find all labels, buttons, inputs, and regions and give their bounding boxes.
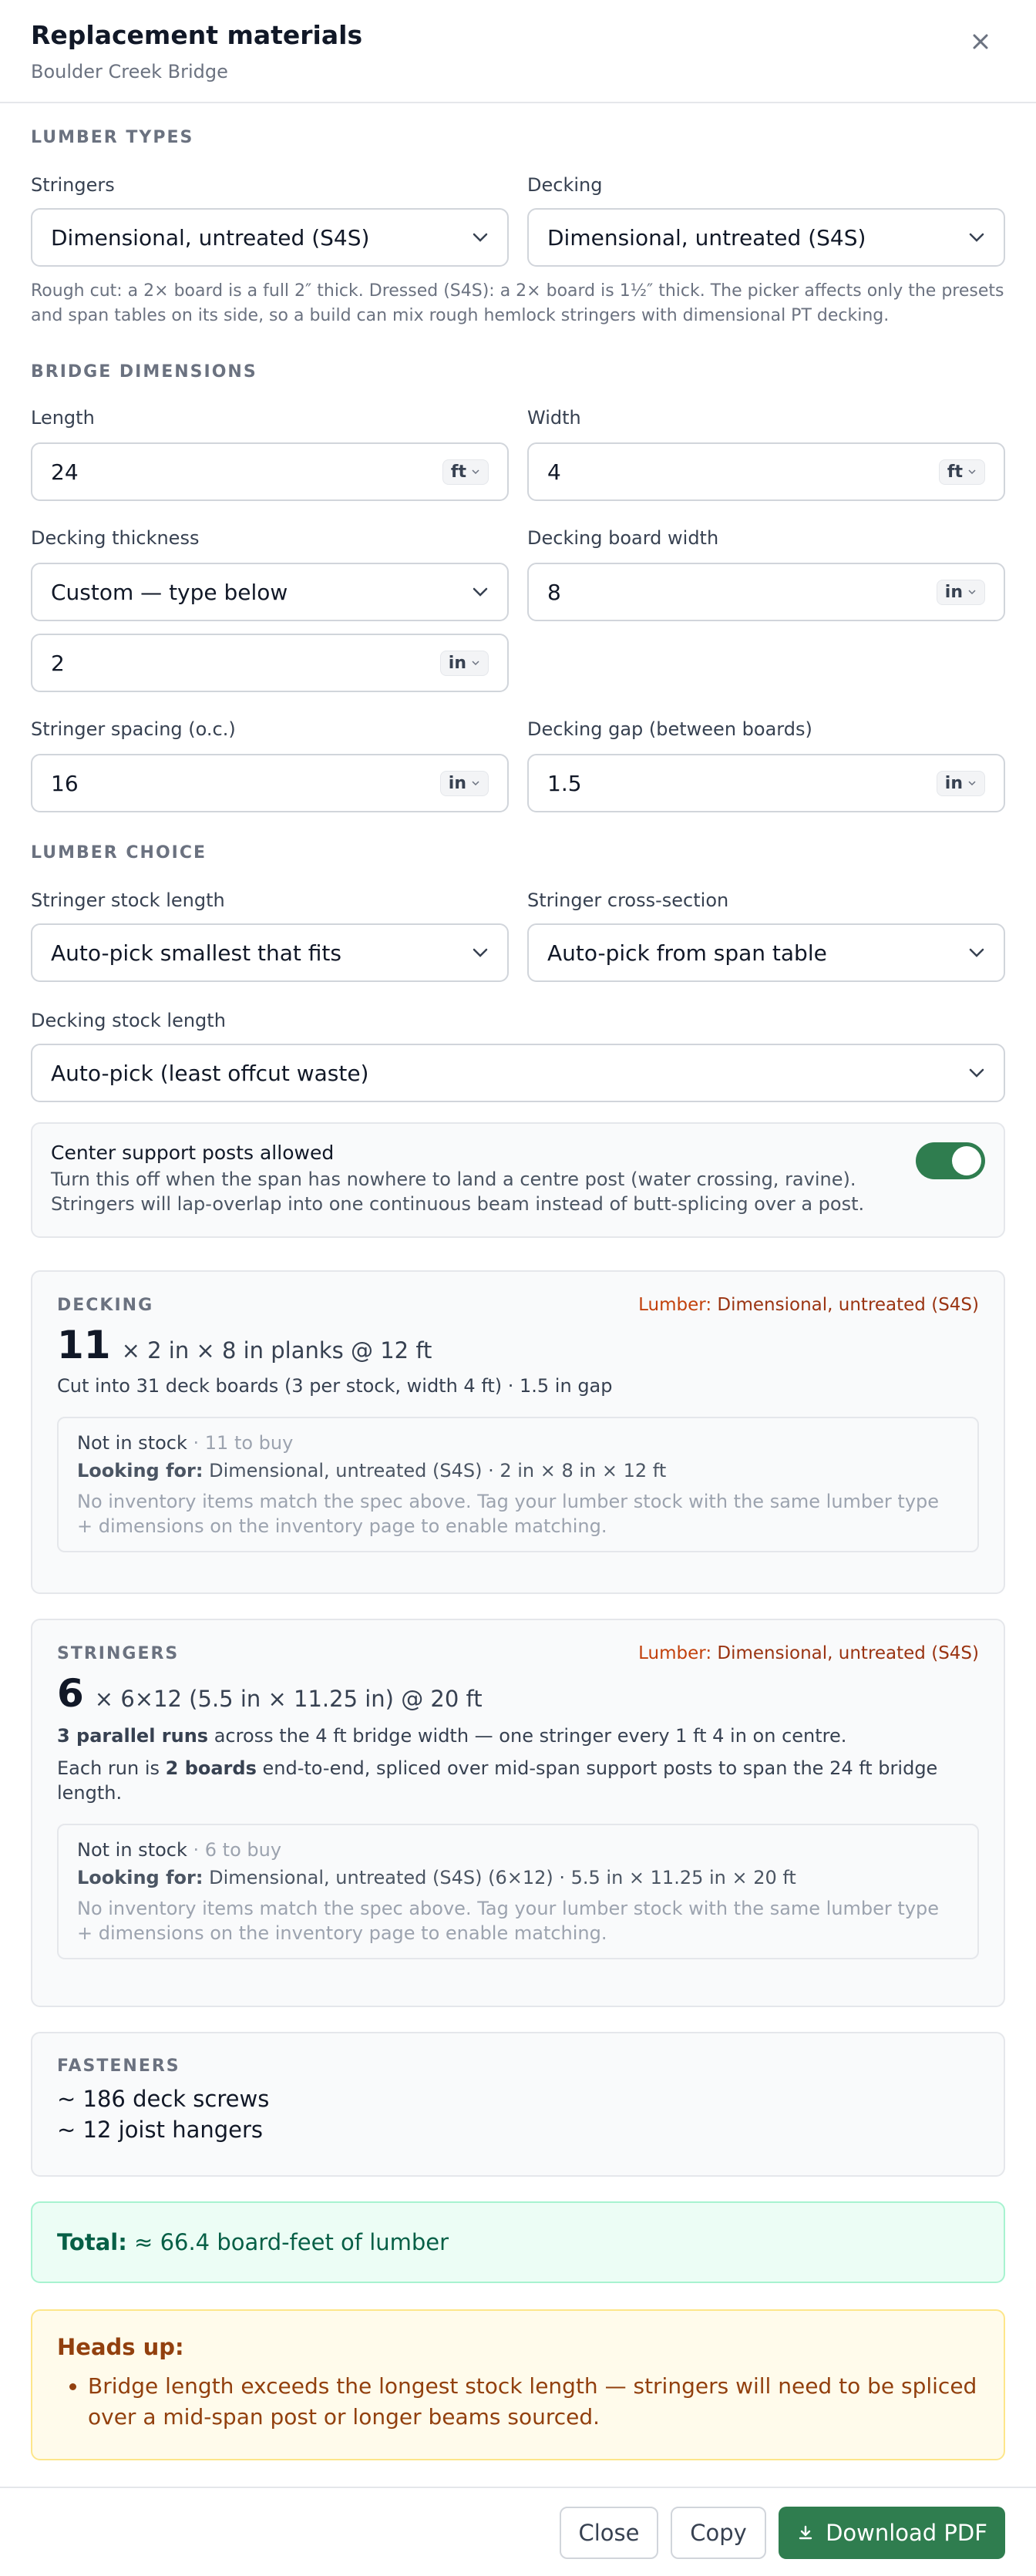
chevron-down-icon <box>968 232 985 243</box>
width-label: Width <box>527 407 581 429</box>
stringer-cross-section-select[interactable] <box>527 923 1005 982</box>
decking-stock-buy: · 11 to buy <box>193 1432 294 1454</box>
heads-up-banner <box>31 2309 1005 2460</box>
stringers-spec: × 6×12 (5.5 in × 11.25 in) @ 20 ft <box>94 1686 483 1712</box>
decking-thickness-select[interactable] <box>31 563 509 621</box>
total-label: Total: <box>57 2229 127 2255</box>
stringers-type-select[interactable] <box>31 208 509 267</box>
decking-thickness-unit-select[interactable] <box>440 651 489 676</box>
looking-for-label: Looking for: <box>77 1460 204 1481</box>
decking-type-select[interactable] <box>527 208 1005 267</box>
length-unit-select[interactable] <box>442 459 489 485</box>
width-unit-select[interactable] <box>939 459 985 485</box>
decking-no-match-note: No inventory items match the spec above. Tag your lumber stock with the same lumber type + dimensions on the inventory page to enable matching. <box>77 1491 940 1537</box>
stringer-stock-length-label: Stringer stock length <box>31 889 225 911</box>
close-button[interactable]: Close <box>560 2507 658 2559</box>
chevron-down-icon <box>472 947 489 958</box>
stringer-spacing-label: Stringer spacing (o.c.) <box>31 718 236 740</box>
dialog-footer <box>0 2487 1036 2576</box>
decking-card-label: DECKING <box>57 1295 154 1315</box>
dialog-subtitle: Boulder Creek Bridge <box>31 61 228 82</box>
decking-type-label: Decking <box>527 174 603 196</box>
decking-stock-status: Not in stock <box>77 1432 187 1454</box>
lumber-prefix: Lumber: <box>638 1643 712 1663</box>
stringer-stock-length-select[interactable] <box>31 923 509 982</box>
stringer-spacing-value: 16 <box>51 770 79 796</box>
chevron-down-icon <box>967 589 977 595</box>
fasteners-label: FASTENERS <box>57 2056 180 2076</box>
center-support-title: Center support posts allowed <box>51 1142 335 1164</box>
lumber-prefix: Lumber: <box>638 1295 712 1315</box>
total-value: ≈ 66.4 board-feet of lumber <box>134 2229 449 2255</box>
unit-label: in <box>448 773 466 793</box>
decking-stock-length-value: Auto-pick (least offcut waste) <box>51 1060 369 1086</box>
stringers-inventory-box <box>57 1824 979 1959</box>
decking-card-lumber <box>638 1295 979 1315</box>
decking-thickness-value: Custom — type below <box>51 579 288 605</box>
decking-gap-input[interactable] <box>527 754 1005 812</box>
close-icon[interactable] <box>965 26 996 57</box>
download-pdf-label: Download PDF <box>826 2520 987 2546</box>
unit-label: in <box>944 582 963 602</box>
stringer-cross-section-label: Stringer cross-section <box>527 889 729 911</box>
stringer-spacing-input[interactable] <box>31 754 509 812</box>
each-run-prefix: Each run is <box>57 1757 160 1779</box>
stringers-stock-buy: · 6 to buy <box>193 1839 282 1861</box>
chevron-down-icon <box>471 780 480 786</box>
decking-board-width-label: Decking board width <box>527 527 719 549</box>
decking-inventory-box <box>57 1417 979 1552</box>
stringers-card-lumber <box>638 1643 979 1663</box>
decking-thickness-custom-value: 2 <box>51 650 65 676</box>
unit-label: ft <box>947 462 963 482</box>
lumber-type-note: Rough cut: a 2× board is a full 2″ thick. Dressed (S4S): a 2× board is 1½″ thick. The picker affects only the presets and span tables on its side, so a build can mix rough hemlock stringers with dimensional PT decking. <box>31 281 1004 325</box>
length-value: 24 <box>51 459 79 485</box>
stringers-no-match-note: No inventory items match the spec above. Tag your lumber stock with the same lumber type + dimensions on the inventory page to enable matching. <box>77 1898 940 1944</box>
decking-gap-value: 1.5 <box>547 770 582 796</box>
decking-stock-length-label: Decking stock length <box>31 1010 226 1031</box>
copy-button[interactable]: Copy <box>671 2507 766 2559</box>
decking-gap-unit-select[interactable] <box>937 771 985 796</box>
stringers-stock-status: Not in stock <box>77 1839 187 1861</box>
runs-bold: 3 parallel runs <box>57 1725 209 1747</box>
stringers-type-value: Dimensional, untreated (S4S) <box>51 224 370 251</box>
center-support-toggle[interactable] <box>916 1142 985 1179</box>
fasteners-deck-screws: ~ 186 deck screws <box>57 2086 270 2112</box>
center-support-card <box>31 1122 1005 1238</box>
decking-gap-label: Decking gap (between boards) <box>527 718 812 740</box>
chevron-down-icon <box>968 947 985 958</box>
download-pdf-button[interactable] <box>779 2507 1005 2559</box>
decking-result-card <box>31 1270 1005 1594</box>
heads-up-item: • Bridge length exceeds the longest stock length — stringers will need to be spliced over a mid-span post or longer beams sourced. <box>88 2371 979 2433</box>
lumber-value: Dimensional, untreated (S4S) <box>717 1295 979 1315</box>
each-run-bold: 2 boards <box>165 1757 257 1779</box>
stringers-runs-text <box>57 1723 979 1748</box>
width-input[interactable] <box>527 442 1005 501</box>
stringers-count: 6 <box>57 1671 84 1716</box>
section-lumber-choice: LUMBER CHOICE <box>31 843 207 863</box>
decking-board-width-value: 8 <box>547 579 561 605</box>
decking-looking-for-value: Dimensional, untreated (S4S) · 2 in × 8 in × 12 ft <box>209 1460 667 1481</box>
decking-spec: × 2 in × 8 in planks @ 12 ft <box>121 1337 432 1364</box>
stringer-spacing-unit-select[interactable] <box>440 771 489 796</box>
chevron-down-icon <box>471 469 480 475</box>
center-support-description: Turn this off when the span has nowhere to land a centre post (water crossing, ravine). Stringers will lap-overlap into one continuous beam instead of butt-splicing over a post. <box>51 1169 865 1215</box>
decking-board-width-unit-select[interactable] <box>937 580 985 605</box>
chevron-down-icon <box>967 469 977 475</box>
decking-thickness-label: Decking thickness <box>31 527 200 549</box>
chevron-down-icon <box>472 587 489 597</box>
stringer-stock-length-value: Auto-pick smallest that fits <box>51 940 341 966</box>
stringer-cross-section-value: Auto-pick from span table <box>547 940 827 966</box>
decking-type-value: Dimensional, untreated (S4S) <box>547 224 866 251</box>
chevron-down-icon <box>968 1068 985 1078</box>
unit-label: in <box>448 653 466 673</box>
section-lumber-types: LUMBER TYPES <box>31 128 194 147</box>
runs-rest: across the 4 ft bridge width — one stringer every 1 ft 4 in on centre. <box>214 1725 847 1747</box>
fasteners-card <box>31 2032 1005 2177</box>
stringers-type-label: Stringers <box>31 174 115 196</box>
lumber-value: Dimensional, untreated (S4S) <box>717 1643 979 1663</box>
decking-detail: Cut into 31 deck boards (3 per stock, width 4 ft) · 1.5 in gap <box>57 1375 613 1397</box>
chevron-down-icon <box>967 780 977 786</box>
decking-board-width-input[interactable] <box>527 563 1005 621</box>
width-value: 4 <box>547 459 561 485</box>
unit-label: in <box>944 773 963 793</box>
download-icon <box>796 2524 815 2542</box>
stringers-each-run-text <box>57 1756 979 1805</box>
heads-up-title: Heads up: <box>57 2334 184 2360</box>
unit-label: ft <box>450 462 466 482</box>
dialog-header <box>0 0 1036 103</box>
fasteners-joist-hangers: ~ 12 joist hangers <box>57 2117 264 2143</box>
chevron-down-icon <box>471 660 480 666</box>
stringers-looking-for-value: Dimensional, untreated (S4S) (6×12) · 5.5 in × 11.25 in × 20 ft <box>209 1867 796 1888</box>
total-banner <box>31 2201 1005 2283</box>
length-label: Length <box>31 407 95 429</box>
chevron-down-icon <box>472 232 489 243</box>
each-run-rest: end-to-end, spliced over mid-span support posts to span the 24 ft bridge length. <box>57 1757 938 1804</box>
stringers-result-card <box>31 1619 1005 2007</box>
dialog-title: Replacement materials <box>31 20 363 50</box>
stringers-card-label: STRINGERS <box>57 1643 180 1663</box>
section-bridge-dimensions: BRIDGE DIMENSIONS <box>31 362 257 382</box>
toggle-knob <box>952 1146 981 1175</box>
decking-stock-length-select[interactable] <box>31 1044 1005 1102</box>
looking-for-label: Looking for: <box>77 1867 204 1888</box>
length-input[interactable] <box>31 442 509 501</box>
decking-count: 11 <box>57 1323 111 1367</box>
decking-thickness-custom-input[interactable] <box>31 634 509 692</box>
